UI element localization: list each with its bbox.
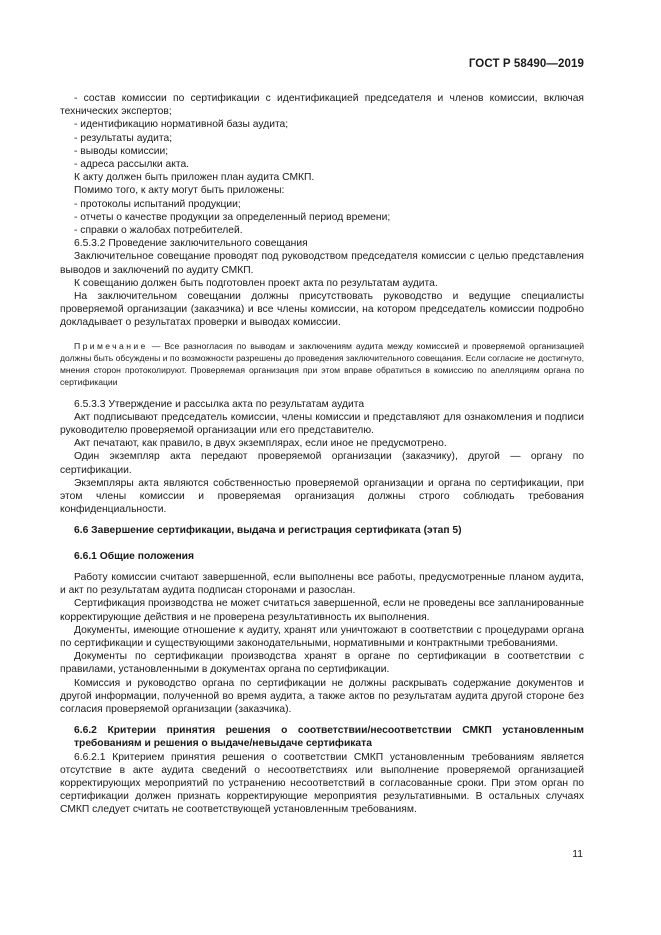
section-heading: 6.6.1 Общие положения xyxy=(74,550,194,562)
paragraph: На заключительном совещании должны присутствовать руководство и ведущие специалисты проверяемой организации (заказчика) и все члены комиссии, на котором председатель комиссии подробно докладывает о результатах проверки и выводах комиссии. xyxy=(60,291,584,329)
subsection-title: 6.5.3.2 Проведение заключительного совещания xyxy=(74,238,308,250)
paragraph: Экземпляры акта являются собственностью проверяемой организации и органа по сертификации, при этом члены комиссии и проверяемая организация должны строго соблюдать требования конфиденциальности. xyxy=(60,477,584,516)
paragraph: Помимо того, к акту могут быть приложены: xyxy=(74,185,285,197)
paragraph: Комиссия и руководство органа по сертификации не должны раскрывать содержание документов и другой информации, полученной во время аудита, а также актов по результатам аудита другой стороне без согласия проверяемой организации (заказчика). xyxy=(60,677,584,715)
paragraph: Сертификация производства не может считаться завершенной, если не проведены все запланированные корректирующие действия и не проверена результативность их выполнения. xyxy=(60,598,584,623)
paragraph: Работу комиссии считают завершенной, если выполнены все работы, предусмотренные планом аудита, и акт по результатам аудита подписан сторонами и разослан. xyxy=(60,571,584,597)
list-item: - состав комиссии по сертификации с идентификацией председателя и членов комиссии, включая технических экспертов; xyxy=(60,93,584,118)
paragraph: 6.6.2.1 Критерием принятия решения о соответствии СМКП установленным требованиям является отсутствие в акте аудита сведений о несоответствиях или выполнение проверяемой организацией корректирующих мероприятий по устранению несоответствий в согласованные сроки. При этом орган по сертификации должен признать корректирующие мероприятия результативными. В остальных случаях СМКП следует считать не соответствующей установленным требованиям. xyxy=(60,751,584,816)
note xyxy=(60,340,584,388)
paragraph: К акту должен быть приложен план аудита СМКП. xyxy=(74,172,315,184)
subsection-title: 6.5.3.3 Утверждение и рассылка акта по результатам аудита xyxy=(74,398,365,410)
note-label: Примечание xyxy=(74,340,148,351)
page-body xyxy=(60,92,584,817)
list-item: - отчеты о качестве продукции за определенный период времени; xyxy=(74,211,391,223)
paragraph: Акт подписывают председатель комиссии, члены комиссии и представляют для ознакомления и подписи руководителю проверяемой организации или его представителю. xyxy=(60,411,584,437)
paragraph: Один экземпляр акта передают проверяемой организации (заказчику), другой — органу по сертификации. xyxy=(60,451,584,476)
section-heading: 6.6 Завершение сертификации, выдача и регистрация сертификата (этап 5) xyxy=(74,525,462,537)
list-item: - выводы комиссии; xyxy=(74,145,169,157)
paragraph: Акт печатают, как правило, в двух экземплярах, если иное не предусмотрено. xyxy=(74,438,447,450)
page-number: 11 xyxy=(572,849,583,860)
list-item: - идентификацию нормативной базы аудита; xyxy=(74,119,289,131)
paragraph: Документы по сертификации производства хранят в органе по сертификации в соответствии с правилами, установленными в документах органа по сертификации. xyxy=(60,651,584,676)
paragraph: Заключительное совещание проводят под руководством председателя комиссии с целью представления выводов и заключений по аудиту СМКП. xyxy=(60,251,584,276)
note-text: — Все разногласия по выводам и заключениям аудита между комиссией и проверяемой организацией должны быть обсуждены и по возможности разрешены до проведения заключительного совещания. Если согласие не достигнуто, мнения сторон протоколируют. Проверяемая организация при этом вправе обратиться в комиссию по апелляциям органа по сертификации xyxy=(60,340,584,387)
list-item: - результаты аудита; xyxy=(74,132,173,144)
section-heading: 6.6.2 Критерии принятия решения о соответствии/несоответствии СМКП установленным требованиям и решения о выдаче/невыдаче сертификата xyxy=(74,725,584,750)
list-item: - протоколы испытаний продукции; xyxy=(74,198,241,210)
paragraph: К совещанию должен быть подготовлен проект акта по результатам аудита. xyxy=(74,277,438,289)
paragraph: Документы, имеющие отношение к аудиту, хранят или уничтожают в соответствии с процедурами органа по сертификации и существующими законодательными, нормативными и контрактными требованиями. xyxy=(60,624,584,649)
list-item: - справки о жалобах потребителей. xyxy=(74,225,243,237)
list-item: - адреса рассылки акта. xyxy=(74,159,190,171)
standard-header: ГОСТ Р 58490—2019 xyxy=(468,58,584,70)
